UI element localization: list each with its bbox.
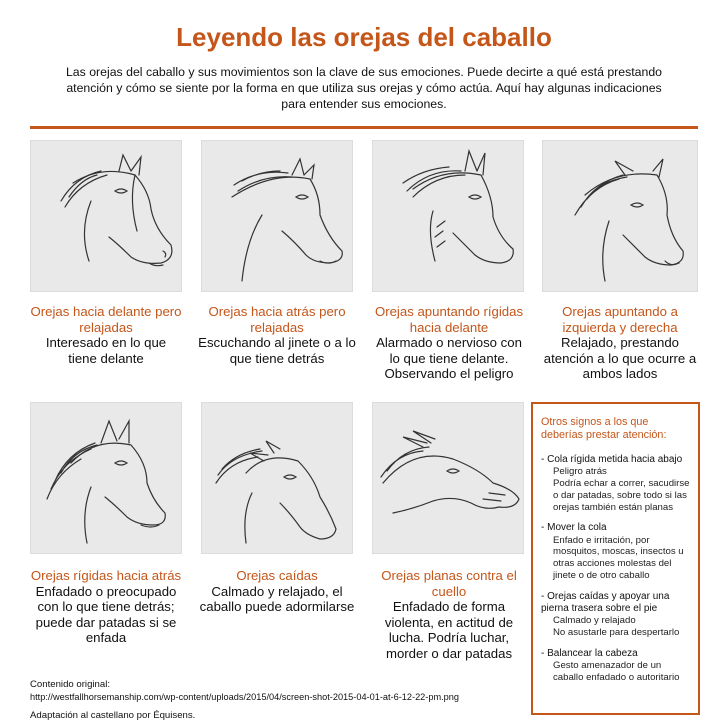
card-7-description: Enfadado de forma violenta, en actitud de lucha. Podría luchar, morder o dar patadas: [384, 599, 514, 661]
horse-sketch-ears-drooping-icon: [201, 402, 353, 554]
card-7-heading: Orejas planas contra el cuello: [381, 568, 517, 599]
card-3-heading: Orejas apuntando rígidas hacia delante: [374, 304, 524, 335]
page-title: Leyendo las orejas del caballo: [176, 22, 552, 52]
card-6-heading: Orejas caídas: [236, 568, 318, 583]
other-signs-item-title: - Orejas caídas y apoyar una pierna trasera sobre el pie: [541, 590, 670, 614]
card-2-description: Escuchando al jinete o a lo que tiene detrás: [198, 335, 356, 366]
other-signs-item-detail: No asustarle para despertarlo: [553, 626, 680, 638]
source-label: Contenido original:: [30, 679, 111, 690]
other-signs-item-detail: Peligro atrás: [553, 466, 607, 478]
card-5-caption: [30, 568, 182, 646]
horse-sketch-ears-stiff-back-icon: [30, 402, 182, 554]
card-4-description: Relajado, prestando atención a lo que ocurre a ambos lados: [543, 335, 697, 381]
adaptation-credit: Adaptación al castellano por Équisens.: [30, 710, 196, 721]
card-1-heading: Orejas hacia delante pero relajadas: [30, 304, 182, 335]
card-6-caption: [198, 568, 356, 615]
other-signs-item: [541, 522, 691, 581]
other-signs-item-detail: Gesto amenazador de un caballo enfadado o autoritario: [553, 659, 680, 683]
card-5-description: Enfadado o preocupado con lo que tiene detrás; puede dar patadas si se enfada: [35, 583, 177, 645]
other-signs-item-detail: Calmado y relajado: [553, 615, 636, 627]
card-5-heading: Orejas rígidas hacia atrás: [30, 568, 182, 583]
card-2-heading: Orejas hacia atrás pero relajadas: [208, 304, 346, 335]
divider: [30, 126, 698, 129]
other-signs-item: [541, 648, 691, 684]
other-signs-item-title: - Cola rígida metida hacia abajo: [541, 454, 683, 465]
card-3-description: Alarmado o nervioso con lo que tiene delante. Observando el peligro: [376, 335, 522, 381]
horse-sketch-ears-forward-icon: [30, 140, 182, 292]
card-2-caption: [198, 304, 356, 366]
other-signs-item: [541, 454, 691, 513]
other-signs-item-detail: Enfado e irritación, por mosquitos, moscas, insectos u otras acciones molestas del jinete o de otro caballo: [553, 534, 684, 581]
intro-text: Las orejas del caballo y sus movimientos son la clave de sus emociones. Puede decirte a qué está prestando atención y cómo se siente por la forma en que utiliza sus orejas y cómo actúa. Aquí hay algunas indicaciones para entender sus emociones.: [65, 65, 663, 111]
card-3-caption: [370, 304, 528, 382]
horse-sketch-ears-pinned-icon: [372, 402, 524, 554]
card-1-caption: [30, 304, 182, 366]
other-signs-item-title: - Mover la cola: [541, 522, 607, 534]
card-4-caption: [542, 304, 698, 382]
card-4-heading: Orejas apuntando a izquierda y derecha: [562, 304, 678, 335]
card-6-description: Calmado y relajado, el caballo puede adormilarse: [199, 583, 355, 614]
other-signs-box: [531, 402, 700, 715]
card-7-caption: [370, 568, 528, 661]
horse-sketch-ears-back-relaxed-icon: [201, 140, 353, 292]
source-url[interactable]: http://westfallhorsemanship.com/wp-content/uploads/2015/04/screen-shot-2015-04-01-at-6-12-22-pm.png: [30, 692, 459, 702]
card-1-description: Interesado en lo que tiene delante: [45, 335, 167, 366]
other-signs-item-detail: Podría echar a correr, sacudirse o dar patadas, sobre todo si las orejas también están planas: [553, 478, 690, 513]
other-signs-heading: Otros signos a los que deberías prestar atención:: [541, 416, 667, 441]
horse-sketch-ears-stiff-forward-icon: [372, 140, 524, 292]
other-signs-item-title: - Balancear la cabeza: [541, 647, 638, 659]
other-signs-item: [541, 591, 691, 639]
horse-sketch-ears-sideways-icon: [542, 140, 698, 292]
